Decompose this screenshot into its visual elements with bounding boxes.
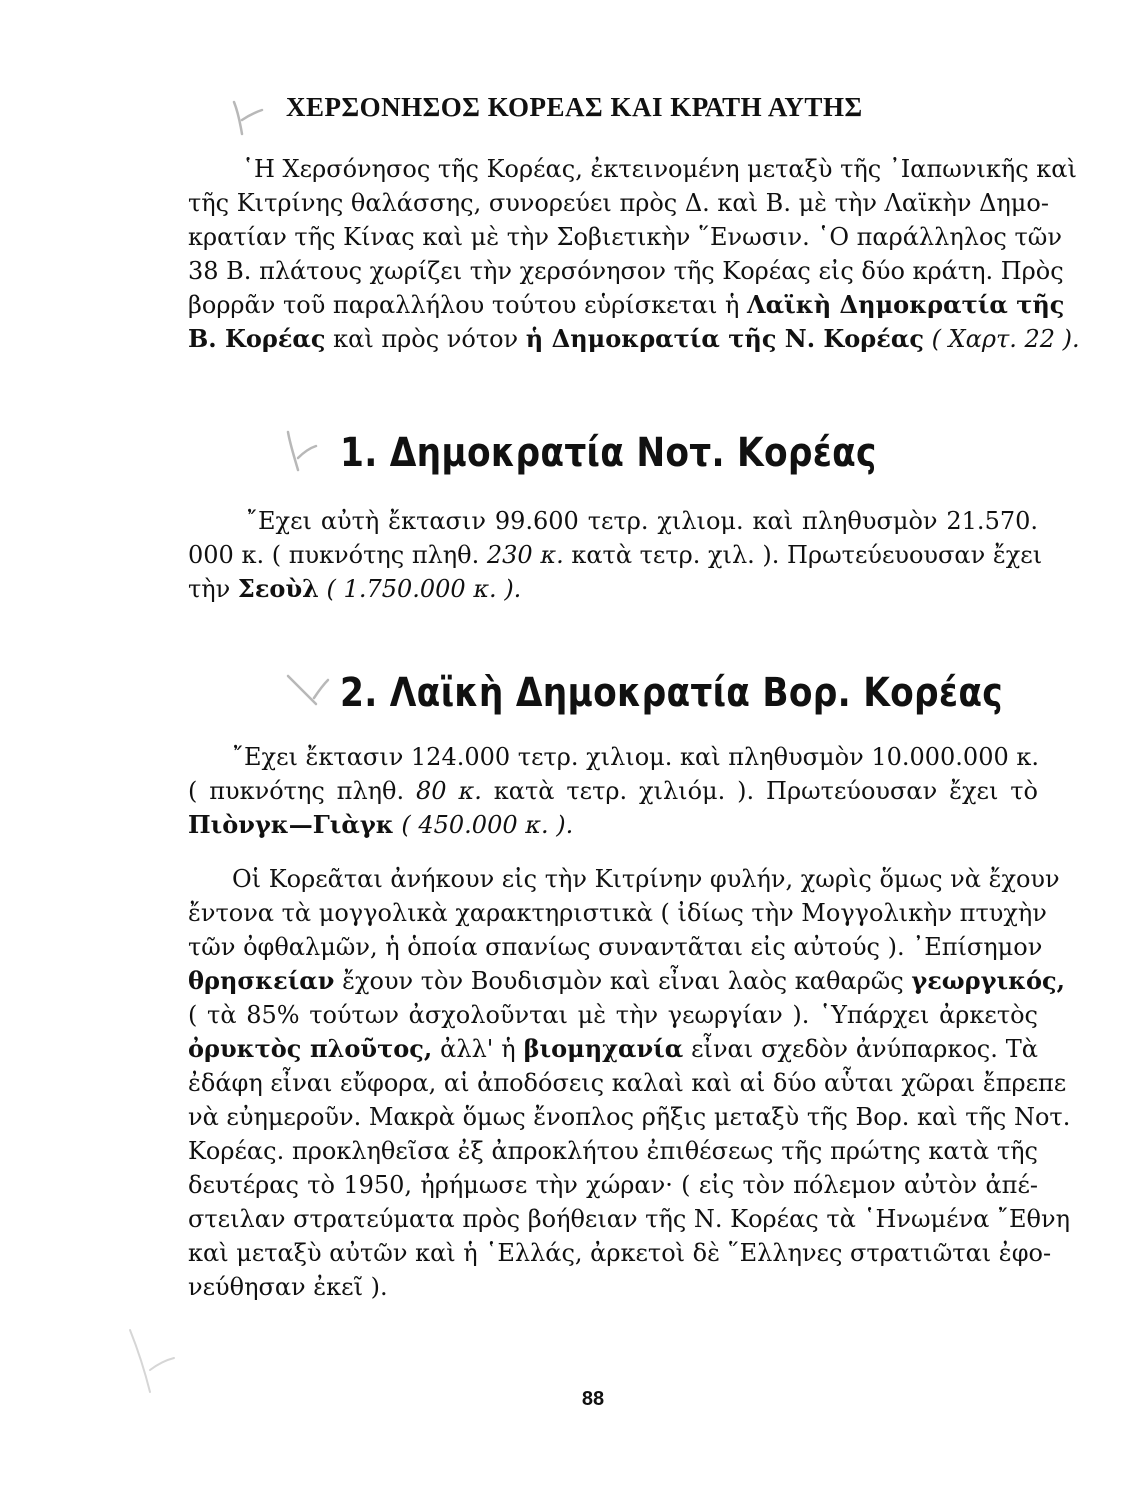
bold-agricultural: γεωργικός, <box>911 966 1066 995</box>
people-line-11: στειλαν στρατεύματα πρὸς βοήθειαν τῆς Ν. Κορέας τὰ ῾Ηνωμένα ῎Εθνη <box>188 1205 1070 1233</box>
section-1-line-1: ῎Εχει αὐτὴ ἔκτασιν 99.600 τετρ. χιλιομ. καὶ πληθυσμὸν 21.570. <box>246 507 1038 535</box>
people-line-10: δευτέρας τὸ 1950, ἠρήμωσε τὴν χώραν· ( εἰς τὸν πόλεμον αὐτὸν ἀπέ- <box>188 1171 1038 1199</box>
section-1-line-2: 000 κ. ( πυκνότης πληθ. 230 κ. κατὰ τετρ. χιλ. ). Πρωτεύευουσαν ἔχει <box>188 541 1043 569</box>
section-1-paragraph <box>188 504 1043 606</box>
capital-seoul: Σεοὺλ <box>237 574 319 603</box>
intro-line-1: ῾Η Χερσόνησος τῆς Κορέας, ἐκτεινομένη μεταξὺ τῆς ᾿Ιαπωνικῆς καὶ <box>242 155 1077 183</box>
intro-line-4: 38 Β. πλάτους χωρίζει τὴν χερσόνησον τῆς Κορέας εἰς δύο κράτη. Πρὸς <box>188 257 1064 285</box>
people-line-12: καὶ μεταξὺ αὐτῶν καὶ ἡ ῾Ελλάς, ἀρκετοὶ δὲ ῞Ελληνες στρατιῶται ἐφο- <box>188 1239 1052 1267</box>
pencil-mark-section1 <box>282 428 322 476</box>
people-line-7: ἐδάφη εἶναι εὔφορα, αἱ ἀποδόσεις καλαὶ καὶ αἱ δύο αὗται χῶραι ἔπρεπε <box>188 1069 1067 1097</box>
pencil-mark-title <box>228 98 268 138</box>
bold-north-korea: Λαϊκὴ Δημοκρατία τῆς <box>747 290 1065 319</box>
bold-mineral-wealth: ὀρυκτὸς πλοῦτος, <box>188 1034 433 1063</box>
people-line-1: Οἱ Κορεᾶται ἀνήκουν εἰς τὴν Κιτρίνην φυλήν, χωρὶς ὅμως νὰ ἔχουν <box>232 865 1060 893</box>
bold-south-korea: ἡ Δημοκρατία τῆς Ν. Κορέας <box>525 324 924 353</box>
section-1-heading: 1. Δημοκρατία Νοτ. Κορέας <box>340 430 877 476</box>
bold-religion: θρησκείαν <box>188 966 335 995</box>
intro-paragraph <box>188 152 1080 356</box>
people-line-5: ( τὰ 85% τούτων ἀσχολοῦνται μὲ τὴν γεωργίαν ). ῾Υπάρχει ἀρκετὸς <box>188 1001 1038 1029</box>
map-reference: ( Χαρτ. 22 ). <box>923 325 1080 353</box>
intro-line-3: κρατίαν τῆς Κίνας καὶ μὲ τὴν Σοβιετικὴν ῞Ενωσιν. ῾Ο παράλληλος τῶν <box>188 223 1062 251</box>
pencil-mark-section2 <box>284 668 334 708</box>
intro-line-6: Β. Κορέας καὶ πρὸς νότον ἡ Δημοκρατία τῆς Ν. Κορέας ( Χαρτ. 22 ). <box>188 324 1080 353</box>
bold-industry: βιομηχανία <box>523 1034 684 1063</box>
section-2-heading: 2. Λαϊκὴ Δημοκρατία Βορ. Κορέας <box>340 670 1003 716</box>
people-line-2: ἔντονα τὰ μογγολικὰ χαρακτηριστικὰ ( ἰδίως τὴν Μογγολικὴν πτυχὴν <box>188 899 1047 927</box>
people-line-8: νὰ εὐημεροῦν. Μακρὰ ὅμως ἔνοπλος ρῆξις μεταξὺ τῆς Βορ. καὶ τῆς Νοτ. <box>188 1103 1071 1131</box>
people-line-6: ὀρυκτὸς πλοῦτος, ἀλλ' ἡ βιομηχανία εἶναι σχεδὸν ἀνύπαρκος. Τὰ <box>188 1034 1038 1063</box>
people-line-4: θρησκείαν ἔχουν τὸν Βουδισμὸν καὶ εἶναι λαὸς καθαρῶς γεωργικός, <box>188 966 1066 995</box>
capital-pyongyang: Πιὸνγκ—Γιὰγκ <box>188 810 394 839</box>
section-2-line-3: Πιὸνγκ—Γιὰγκ ( 450.000 κ. ). <box>188 810 574 839</box>
page-number: 88 <box>581 1388 605 1410</box>
people-line-9: Κορέας. προκληθεῖσα ἐξ ἀπροκλήτου ἐπιθέσεως τῆς πρώτης κατὰ τῆς <box>188 1137 1038 1165</box>
intro-line-5: βορρᾶν τοῦ παραλλήλου τούτου εὑρίσκεται ἡ Λαϊκὴ Δημοκρατία τῆς <box>188 290 1065 319</box>
people-paragraph <box>188 862 1071 1304</box>
section-2-line-1: ῎Εχει ἔκτασιν 124.000 τετρ. χιλιομ. καὶ πληθυσμὸν 10.000.000 κ. <box>232 743 1039 771</box>
section-2-line-2: ( πυκνότης πληθ. 80 κ. κατὰ τετρ. χιλιόμ. ). Πρωτεύουσαν ἔχει τὸ <box>188 777 1038 805</box>
people-line-3: τῶν ὀφθαλμῶν, ἡ ὁποία σπανίως συναντᾶται εἰς αὐτούς ). ᾿Επίσημον <box>188 933 1043 961</box>
people-line-13: νεύθησαν ἐκεῖ ). <box>188 1273 388 1301</box>
section-2-paragraph <box>188 740 1038 842</box>
section-1-line-3: τὴν Σεοὺλ ( 1.750.000 κ. ). <box>188 574 522 603</box>
page-title: ΧΕΡΣΟΝΗΣΟΣ ΚΟΡΕΑΣ ΚΑΙ ΚΡΑΤΗ ΑΥΤΗΣ <box>286 92 863 122</box>
intro-line-2: τῆς Κιτρίνης θαλάσσης, συνορεύει πρὸς Δ. καὶ Β. μὲ τὴν Λαϊκὴν Δημο- <box>188 189 1049 217</box>
